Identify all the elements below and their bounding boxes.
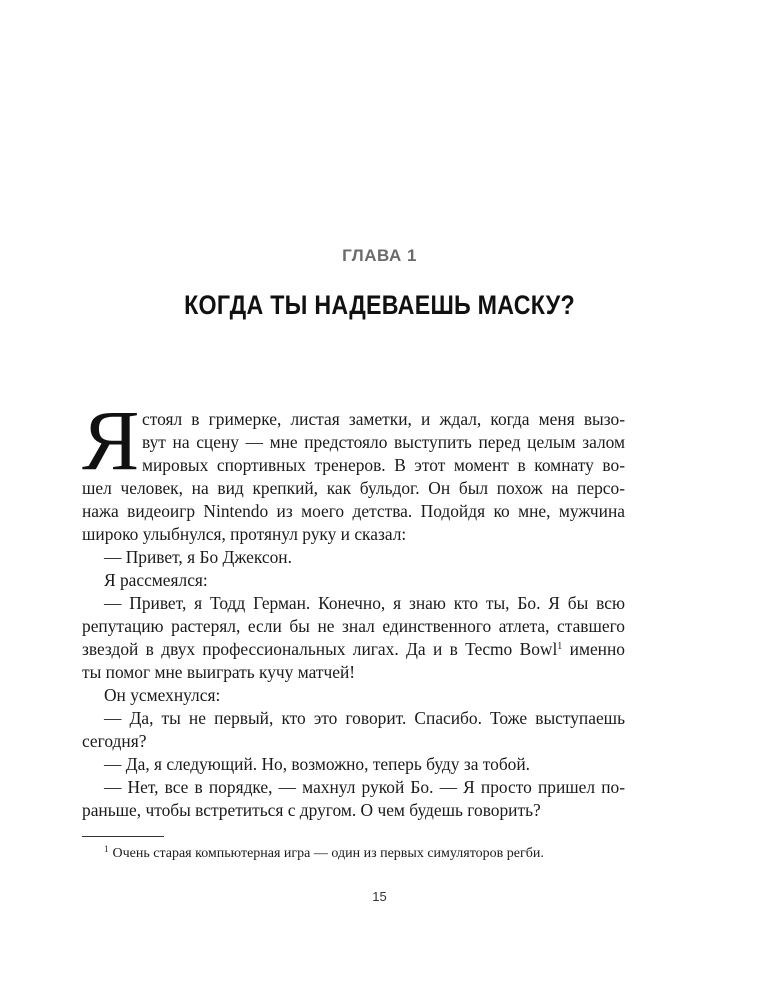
body-line: шел человек, на вид крепкий, как бульдог. Он был похож на персо- <box>82 478 625 498</box>
body-line-part: звездой в двух профессиональных лигах. Да и в Tecmo Bowl <box>82 639 558 659</box>
footnote-text: Очень старая компьютерная игра — один из первых симуляторов регби. <box>112 846 544 861</box>
body-line: нажа видеоигр Nintendo из моего детства. Подойдя ко мне, мужчина <box>82 501 625 521</box>
body-text <box>82 408 625 822</box>
body-line: Я рассмеялся: <box>104 570 208 590</box>
drop-cap: Я <box>82 392 140 488</box>
body-line: сегодня? <box>82 731 147 751</box>
body-line: мировых спортивных тренеров. В этот момент в комнату во- <box>142 455 625 475</box>
chapter-title: КОГДА ТЫ НАДЕВАЕШЬ МАСКУ? <box>184 290 575 320</box>
body-line: Он усмехнулся: <box>104 685 221 705</box>
body-line: — Привет, я Тодд Герман. Конечно, я знаю кто ты, Бо. Я бы всю <box>104 593 625 613</box>
body-line: репутацию растерял, если бы не знал единственного атлета, ставшего <box>82 616 625 636</box>
body-line: вут на сцену — мне предстояло выступить перед целым залом <box>142 432 625 452</box>
footnote-divider <box>82 836 164 837</box>
footnote <box>104 845 644 863</box>
footnote-reference[interactable]: 1 <box>557 641 563 652</box>
body-line: раньше, чтобы встретиться с другом. О чем будешь говорить? <box>82 800 541 820</box>
body-line-part: именно <box>569 639 625 659</box>
body-line: ты помог мне выиграть кучу матчей! <box>82 662 356 682</box>
page-number: 15 <box>372 889 387 904</box>
body-line: стоял в гримерке, листая заметки, и ждал, когда меня вызо- <box>142 409 625 429</box>
footnote-marker: 1 <box>104 844 109 854</box>
body-line: — Да, я следующий. Но, возможно, теперь буду за тобой. <box>104 754 531 774</box>
chapter-label: ГЛАВА 1 <box>342 246 417 265</box>
body-line: — Привет, я Бо Джексон. <box>104 547 292 567</box>
body-line: — Нет, все в порядке, — махнул рукой Бо. — Я просто пришел по- <box>104 777 625 797</box>
body-line: широко улыбнулся, протянул руку и сказал: <box>82 524 407 544</box>
body-line-with-footnote <box>82 638 625 661</box>
body-line: — Да, ты не первый, кто это говорит. Спасибо. Тоже выступаешь <box>104 708 625 728</box>
